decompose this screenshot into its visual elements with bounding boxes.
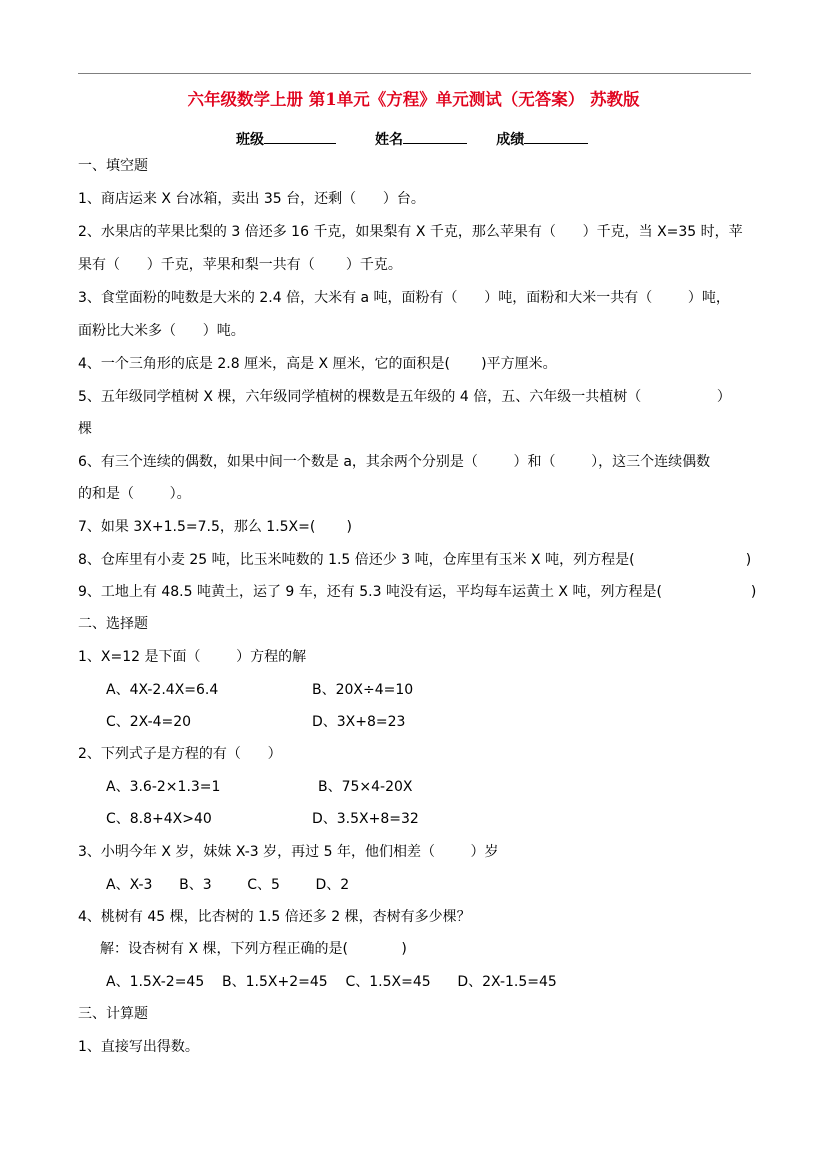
- score-blank: [524, 129, 588, 144]
- section-heading-choice: 二、选择题: [78, 616, 148, 632]
- option-c: C、2X-4=20: [106, 714, 192, 730]
- class-blank: [264, 129, 336, 144]
- question-text: 2、水果店的苹果比梨的 3 倍还多 16 千克，如果梨有 X 千克，那么苹果有（ ）千克，当 X=35 时，苹: [78, 224, 743, 240]
- name-label: 姓名: [375, 132, 403, 148]
- question-text: 1、X=12 是下面（ ）方程的解: [78, 649, 307, 665]
- question-text: 解：设杏树有 X 棵，下列方程正确的是( ): [100, 941, 407, 957]
- question-text: 4、一个三角形的底是 2.8 厘米，高是 X 厘米，它的面积是( )平方厘米。: [78, 356, 557, 372]
- section-heading-calc: 三、计算题: [78, 1006, 148, 1022]
- question-text: 4、桃树有 45 棵，比杏树的 1.5 倍还多 2 棵，杏树有多少棵？: [78, 909, 471, 925]
- question-text: 3、小明今年 X 岁，妹妹 X-3 岁，再过 5 年，他们相差（ ）岁: [78, 844, 499, 860]
- question-text: 果有（ ）千克，苹果和梨一共有（ ）千克。: [78, 257, 402, 273]
- question-text: 7、如果 3X+1.5=7.5，那么 1.5X=( ): [78, 519, 352, 535]
- student-info-row: [236, 129, 588, 149]
- options-row: A、X-3 B、3 C、5 D、2: [106, 877, 350, 893]
- option-a: A、4X-2.4X=6.4: [106, 682, 219, 698]
- question-text: 6、有三个连续的偶数，如果中间一个数是 a，其余两个分别是（ ）和（ ），这三个连续偶数: [78, 454, 711, 470]
- question-text: 9、工地上有 48.5 吨黄土，运了 9 车，还有 5.3 吨没有运，平均每车运黄土 X 吨，列方程是( ): [78, 584, 757, 600]
- option-a: A、3.6-2×1.3=1: [106, 779, 221, 795]
- question-text: 的和是（ ）。: [78, 486, 191, 502]
- header-rule: [78, 73, 751, 74]
- option-c: C、8.8+4X>40: [106, 811, 212, 827]
- option-d: D、3.5X+8=32: [312, 811, 419, 827]
- class-label: 班级: [236, 132, 264, 148]
- question-text: 3、食堂面粉的吨数是大米的 2.4 倍，大米有 a 吨，面粉有（ ）吨，面粉和大米一共有（ ）吨，: [78, 290, 730, 306]
- options-row: A、1.5X-2=45 B、1.5X+2=45 C、1.5X=45 D、2X-1.5=45: [106, 974, 557, 990]
- question-text: 5、五年级同学植树 X 棵，六年级同学植树的棵数是五年级的 4 倍，五、六年级一共植树（ ）: [78, 389, 731, 405]
- option-d: D、3X+8=23: [312, 714, 406, 730]
- page-title: 六年级数学上册 第1单元《方程》单元测试（无答案） 苏教版: [187, 90, 640, 109]
- section-heading-fill-blank: 一、填空题: [78, 158, 148, 174]
- score-label: 成绩: [496, 132, 525, 148]
- question-text: 1、商店运来 X 台冰箱，卖出 35 台，还剩（ ）台。: [78, 191, 425, 207]
- question-text: 棵: [78, 421, 92, 437]
- question-text: 8、仓库里有小麦 25 吨，比玉米吨数的 1.5 倍还少 3 吨，仓库里有玉米 X 吨，列方程是( ): [78, 552, 752, 568]
- question-text: 2、下列式子是方程的有（ ）: [78, 746, 282, 762]
- question-text: 面粉比大米多（ ）吨。: [78, 323, 245, 339]
- name-blank: [403, 129, 467, 144]
- option-b: B、75×4-20X: [318, 779, 413, 795]
- question-text: 1、直接写出得数。: [78, 1039, 199, 1055]
- option-b: B、20X÷4=10: [312, 682, 414, 698]
